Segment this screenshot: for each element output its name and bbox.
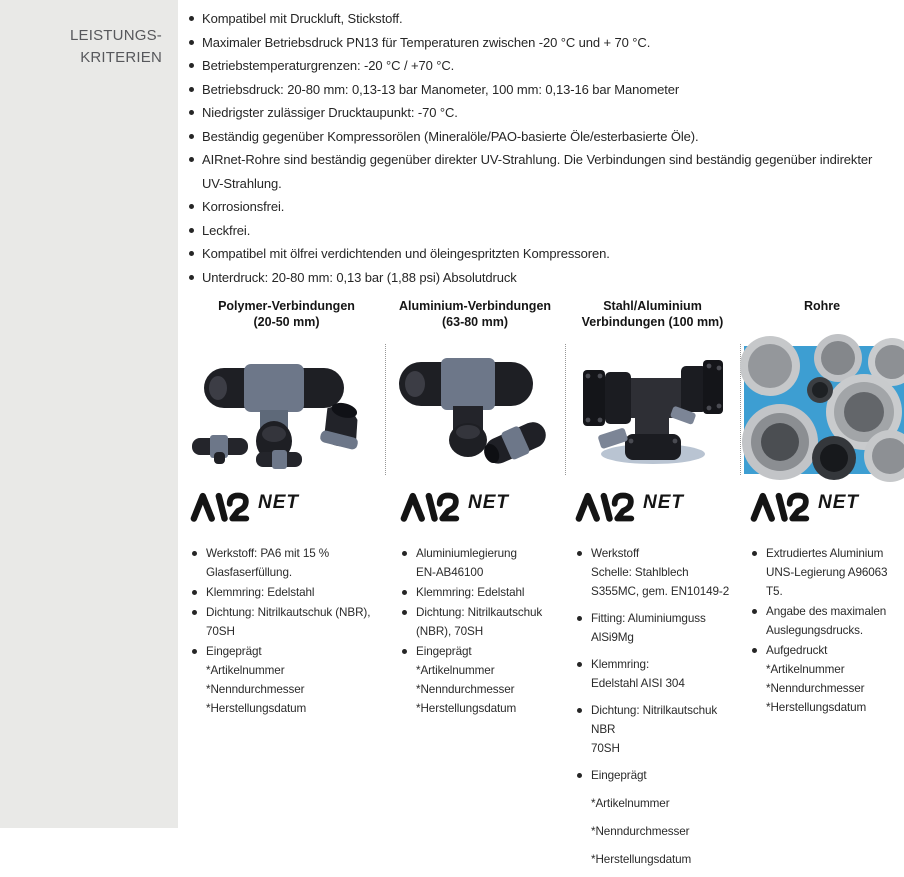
spec-subline: UNS-Legierung A96063 T5. [766,566,888,598]
pipes-image [740,344,904,475]
column-header-aluminium [385,298,565,332]
polymer-fittings-illustration [190,346,380,474]
bullet-icon [577,708,582,713]
spec-item [400,603,561,641]
column-title: Stahl/Aluminium [603,299,702,313]
criteria-text: AIRnet-Rohre sind beständig gegenüber direkter UV-Strahlung. Die Verbindungen sind beständig gegenüber indirekter UV-Strahlung. [202,152,873,191]
spec-text: Aluminiumlegierung [416,547,517,560]
column-subtitle: (20-50 mm) [253,315,320,329]
spec-subline: S355MC, gem. EN10149-2 [591,585,730,598]
spec-text: Klemmring: Edelstahl [206,586,315,599]
spec-item [400,642,561,718]
criteria-item [188,31,892,55]
bullet-icon [192,649,197,654]
bullet-icon [402,649,407,654]
spec-item [190,544,381,582]
main-content [178,0,904,866]
bullet-icon [189,16,194,21]
airnet-logo [575,491,684,523]
spec-item [575,544,736,601]
airnet-air-glyph [750,491,814,523]
criteria-text: Beständig gegenüber Kompressorölen (Mineralöle/PAO-basierte Öle/esterbasierte Öle). [202,128,699,144]
spec-item [190,642,381,718]
bullet-icon [192,590,197,595]
spec-subline: *Nenndurchmesser [206,683,305,696]
bullet-icon [189,40,194,45]
section-title [0,0,178,69]
bullet-icon [189,275,194,280]
criteria-text: Betriebsdruck: 20-80 mm: 0,13-13 bar Manometer, 100 mm: 0,13-16 bar Manometer [202,81,680,97]
spec-subline: (NBR), 70SH [416,625,484,638]
bullet-icon [189,228,194,233]
bullet-icon [189,157,194,162]
spec-subline: *Nenndurchmesser [591,825,690,838]
criteria-item [188,7,892,31]
spec-item [575,701,736,758]
brand-cell [565,484,740,530]
spec-text: Dichtung: Nitrilkautschuk NBR [591,704,718,736]
bullet-icon [189,251,194,256]
bullet-icon [189,110,194,115]
airnet-net-label: NET [818,492,859,513]
airnet-net-label: NET [643,492,684,513]
spec-subline: Glasfaserfüllung. [206,566,293,579]
spec-subline: Auslegungsdrucks. [766,624,864,637]
criteria-text: Unterdruck: 20-80 mm: 0,13 bar (1,88 psi) Absolutdruck [202,269,517,285]
spec-list-polymer [188,539,385,877]
bullet-icon [189,134,194,139]
spec-item [750,602,900,640]
criteria-item [188,148,892,195]
spec-subline: 70SH [206,625,235,638]
spec-text: Eingeprägt [591,769,647,782]
spec-subline: *Herstellungsdatum [416,702,517,715]
spec-subline: *Nenndurchmesser [766,682,865,695]
brand-cell [740,484,904,530]
criteria-item [188,266,892,290]
spec-subline: *Artikelnummer [766,663,845,676]
brand-cell [188,484,385,530]
bullet-icon [402,590,407,595]
pipes-illustration [744,346,904,474]
spec-list-steel-aluminium [565,539,740,877]
criteria-item [188,219,892,243]
spec-subline: 70SH [591,742,620,755]
column-title: Aluminium-Verbindungen [398,299,552,313]
product-images-row [188,341,904,475]
bullet-icon [752,551,757,556]
steel-aluminium-fitting-illustration [573,346,735,474]
spec-text: Fitting: Aluminiumguss [591,612,706,625]
aluminium-fittings-image [385,344,565,475]
criteria-text: Betriebstemperaturgrenzen: -20 °C / +70 °C. [202,58,455,73]
criteria-text: Leckfrei. [202,222,251,238]
spec-text: Klemmring: [591,658,650,671]
bullet-icon [192,610,197,615]
spec-item [190,603,381,641]
bullet-icon [577,551,582,556]
column-title: Rohre [803,299,841,313]
spec-subline: *Artikelnummer [206,664,285,677]
spec-subline: *Herstellungsdatum [206,702,307,715]
criteria-list [188,7,892,289]
spec-text: Extrudiertes Aluminium [766,547,884,560]
column-header-polymer [188,298,385,332]
spec-subline: EN-AB46100 [416,566,484,579]
bullet-icon [577,662,582,667]
spec-item [575,766,736,869]
spec-text: Werkstoff [591,547,640,560]
spec-item [750,544,900,601]
column-headers-row [188,298,904,332]
column-title: Polymer-Verbindungen [218,299,355,313]
bullet-icon [192,551,197,556]
spec-text: Dichtung: Nitrilkautschuk [416,606,543,619]
spec-item [190,583,381,602]
airnet-net-label: NET [258,492,299,513]
criteria-item [188,195,892,219]
section-sidebar [0,0,178,828]
criteria-text: Korrosionsfrei. [202,199,285,214]
bullet-icon [402,551,407,556]
airnet-air-glyph [575,491,639,523]
spec-text: Klemmring: Edelstahl [416,586,525,599]
airnet-logo [750,491,859,523]
column-subtitle: Verbindungen (100 mm) [581,315,724,329]
spec-item [400,583,561,602]
airnet-logo [190,491,299,523]
brand-logos-row [188,484,904,530]
bullet-icon [189,87,194,92]
spec-subline: *Herstellungsdatum [766,701,867,714]
criteria-item [188,54,892,78]
criteria-text: Maximaler Betriebsdruck PN13 für Temperaturen zwischen -20 °C und + 70 °C. [202,34,651,50]
criteria-text: Kompatibel mit ölfrei verdichtenden und öleingespritzten Kompressoren. [202,246,610,261]
spec-subline: Edelstahl AISI 304 [591,677,685,690]
spec-subline: *Artikelnummer [416,664,495,677]
section-title-line1: LEISTUNGS- [69,27,162,44]
spec-subline: *Herstellungsdatum [591,853,692,866]
airnet-air-glyph [190,491,254,523]
spec-text: Dichtung: Nitrilkautschuk (NBR), [206,606,371,619]
bullet-icon [577,773,582,778]
spec-list-aluminium [385,539,565,877]
spec-item [575,609,736,647]
airnet-air-glyph [400,491,464,523]
polymer-fittings-image [188,344,385,475]
spec-text: Eingeprägt [416,645,472,658]
criteria-item [188,242,892,266]
criteria-item [188,125,892,149]
spec-text: Aufgedruckt [766,644,828,657]
steel-aluminium-fitting-image [565,344,740,475]
bullet-icon [752,609,757,614]
spec-text: Angabe des maximalen [766,605,887,618]
spec-subline: *Nenndurchmesser [416,683,515,696]
criteria-item [188,101,892,125]
criteria-text: Kompatibel mit Druckluft, Stickstoff. [202,11,403,26]
airnet-logo [400,491,509,523]
spec-text: Werkstoff: PA6 mit 15 % [206,547,330,560]
spec-subline: AlSi9Mg [591,631,634,644]
spec-list-pipes [740,539,904,877]
bullet-icon [752,648,757,653]
criteria-text: Niedrigster zulässiger Drucktaupunkt: -70 °C. [202,105,458,120]
spec-subline: Schelle: Stahlblech [591,566,689,579]
aluminium-fittings-illustration [391,346,561,474]
airnet-net-label: NET [468,492,509,513]
column-subtitle: (63-80 mm) [442,315,508,329]
bullet-icon [189,204,194,209]
spec-subline: *Artikelnummer [591,797,670,810]
spec-item [575,655,736,693]
column-header-pipes [740,298,904,332]
spec-item [400,544,561,582]
spec-lists-row [188,539,904,877]
bullet-icon [402,610,407,615]
bullet-icon [577,616,582,621]
spec-text: Eingeprägt [206,645,262,658]
brand-cell [385,484,565,530]
spec-item [750,641,900,717]
column-header-steel-aluminium [565,298,740,332]
section-title-line2: KRITERIEN [80,49,162,66]
criteria-item [188,78,892,102]
bullet-icon [189,63,194,68]
